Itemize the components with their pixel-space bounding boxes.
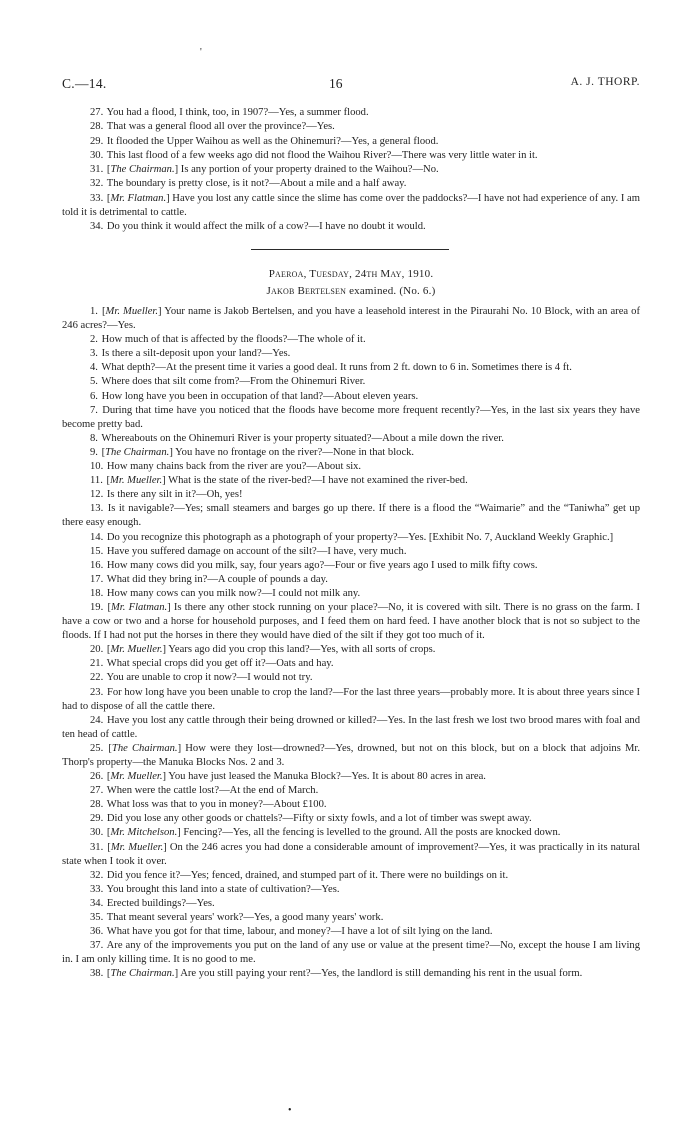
testimony-text: ] You have no frontage on the river?—None in that block.	[169, 446, 415, 458]
testimony-text: What loss was that to you in money?—About £100.	[106, 799, 327, 811]
testimony-text: ] Fencing?—Yes, all the fencing is levelled to the ground. All the posts are knocked down.	[177, 827, 561, 839]
testimony-paragraph	[62, 671, 640, 685]
testimony-text: Do you think it would affect the milk of a cow?—I have no doubt it would.	[106, 221, 426, 233]
testimony-paragraph	[62, 883, 640, 897]
testimony-block-2	[62, 305, 640, 982]
speaker-name: Mr. Mueller.	[105, 306, 159, 317]
question-number: 28.	[90, 121, 104, 133]
question-number: 14.	[90, 531, 104, 543]
testimony-text: ] Is there any other stock running on your place?—No, it is covered with silt. There is no grass on the farm. I have a cow or two and a horse for household purposes, and I feed them on hard feed. I have another block that is not so subject to the floods. If I had not put the horses in there they would have died of the silt if they got too much of it.	[62, 601, 640, 642]
question-number: 32.	[90, 178, 104, 190]
testimony-text: That was a general flood all over the province?—Yes.	[106, 121, 335, 133]
question-number: 31.	[90, 164, 104, 176]
section-divider	[251, 249, 449, 250]
question-number: 15.	[90, 545, 104, 557]
testimony-text: ] Is any portion of your property drained to the Waihou?—No.	[174, 164, 439, 176]
question-number: 36.	[90, 926, 104, 938]
question-number: 31.	[90, 841, 104, 853]
speaker-name: Mr. Mueller.	[110, 644, 163, 656]
testimony-paragraph	[62, 573, 640, 587]
speaker-name: The Chairman.	[111, 742, 178, 754]
testimony-paragraph	[62, 784, 640, 798]
witness-examined: examined. (No. 6.)	[349, 285, 436, 297]
testimony-paragraph	[62, 657, 640, 671]
question-number: 32.	[90, 869, 104, 881]
question-number: 3.	[90, 348, 98, 360]
testimony-text: Is it navigable?—Yes; small steamers and barges go up there. If there is a flood the “Waimarie” and the “Taniwha” get up there easy enough.	[62, 503, 640, 529]
testimony-paragraph: 11. [Mr. Mueller.] What is the state of the river-bed?—I have not examined the river-bed.	[90, 475, 468, 487]
testimony-paragraph	[62, 347, 640, 361]
question-number: 28.	[90, 799, 104, 811]
testimony-paragraph	[62, 686, 640, 714]
question-number: 24.	[90, 714, 104, 726]
testimony-text: Have you lost any cattle through their being drowned or killed?—Yes. In the last fresh we lost two brood mares with foal and ten head of cattle.	[62, 714, 640, 740]
speaker-name: Mr. Mueller.	[110, 841, 164, 853]
speaker-name: Mr. Flatman.	[110, 601, 168, 613]
testimony-paragraph	[62, 798, 640, 812]
testimony-paragraph	[62, 869, 640, 883]
testimony-paragraph: 25. [The Chairman.] How were they lost—drowned?—Yes, drowned, but not on this block, but on a block that adjoins Mr. Thorp's property—the Manuka Blocks Nos. 2 and 3.	[62, 742, 640, 768]
question-number: 13.	[90, 503, 104, 515]
question-number: 29.	[90, 135, 104, 147]
header-section-code: C.—14.	[62, 76, 107, 91]
testimony-paragraph	[62, 925, 640, 939]
question-number: 26.	[90, 771, 104, 783]
question-number: 33.	[90, 883, 104, 895]
testimony-text: ] How were they lost—drowned?—Yes, drowned, but not on this block, but on a block that adjoins Mr. Thorp's property—the Manuka Blocks Nos. 2 and 3.	[62, 742, 640, 768]
question-number: 18.	[90, 587, 104, 599]
testimony-paragraph	[62, 120, 640, 134]
testimony-paragraph: 1. [Mr. Mueller.] Your name is Jakob Bertelsen, and you have a leasehold interest in the Piraurahi No. 10 Block, with an area of 246 acres?—Yes.	[62, 306, 640, 332]
question-number: 35.	[90, 912, 104, 924]
testimony-text: What have you got for that time, labour, and money?—I have a lot of silt lying on the land.	[106, 926, 493, 938]
speaker-name: Mr. Flatman.	[110, 192, 167, 204]
question-number: 29.	[90, 813, 104, 825]
testimony-text: That meant several years' work?—Yes, a good many years' work.	[106, 912, 384, 924]
witness-name: Jakob Bertelsen	[266, 285, 347, 297]
testimony-paragraph	[62, 531, 640, 545]
speaker-name: The Chairman.	[105, 446, 170, 458]
witness-heading	[62, 285, 640, 297]
testimony-text: How long have you been in occupation of that land?—About eleven years.	[101, 390, 419, 402]
header-witness: A. J. THORP.	[570, 76, 640, 88]
testimony-paragraph	[62, 897, 640, 911]
speaker-name: The Chairman.	[110, 968, 175, 980]
testimony-paragraph	[62, 375, 640, 389]
testimony-text: When were the cattle lost?—At the end of March.	[106, 785, 319, 797]
testimony-paragraph	[62, 106, 640, 120]
testimony-paragraph: 30. [Mr. Mitchelson.] Fencing?—Yes, all the fencing is levelled to the ground. All the posts are knocked down.	[90, 827, 561, 839]
testimony-text: Did you fence it?—Yes; fenced, drained, and stumped part of it. There were no buildings on it.	[106, 869, 509, 881]
question-number: 23.	[90, 686, 104, 698]
speaker-name: Mr. Mueller.	[110, 771, 163, 783]
testimony-text: During that time have you noticed that the floods have become more frequent recently?—Yes, in the last six years they have become pretty bad.	[62, 404, 640, 430]
section-place-date: Paeroa, Tuesday, 24th May, 1910.	[268, 268, 434, 280]
testimony-text: You are unable to crop it now?—I would not try.	[106, 672, 313, 684]
testimony-text: It flooded the Upper Waihou as well as the Ohinemuri?—Yes, a general flood.	[106, 135, 439, 147]
testimony-paragraph	[62, 333, 640, 347]
question-number: 5.	[90, 376, 98, 388]
testimony-paragraph: 31. [Mr. Mueller.] On the 246 acres you had done a considerable amount of improvement?—Yes, it was practically in its natural state when I took it over.	[62, 841, 641, 867]
testimony-paragraph	[62, 149, 640, 163]
testimony-text: For how long have you been unable to crop the land?—For the last three years—probably more. It is about three years since I had to dispose of all the cattle there.	[62, 686, 640, 712]
testimony-paragraph	[62, 220, 640, 234]
speaker-name: Mr. Mitchelson.	[110, 827, 178, 839]
question-number: 17.	[90, 573, 104, 585]
question-number: 8.	[90, 432, 98, 444]
question-number: 9.	[90, 446, 98, 458]
testimony-paragraph: 26. [Mr. Mueller.] You have just leased the Manuka Block?—Yes. It is about 80 acres in area.	[90, 771, 486, 783]
testimony-paragraph: 19. [Mr. Flatman.] Is there any other stock running on your place?—No, it is covered with silt. There is no grass on the farm. I have a cow or two and a horse for household purposes, and I feed them on hard feed. I have another block that is not so subject to the floods. If I had not put the horses in there they would have died of the silt if they got too much of it.	[62, 601, 640, 642]
question-number: 10.	[90, 461, 104, 473]
testimony-text: Erected buildings?—Yes.	[106, 897, 215, 909]
testimony-text: Have you suffered damage on account of the silt?—I have, very much.	[106, 545, 407, 557]
testimony-text: Are any of the improvements you put on the land of any use or value at the present time?—No, except the house I am living in. I am only killing time. It is no good to me.	[62, 940, 640, 966]
question-number: 30.	[90, 149, 104, 161]
testimony-paragraph	[62, 460, 640, 474]
testimony-paragraph	[62, 135, 640, 149]
question-number: 34.	[90, 221, 104, 233]
testimony-paragraph	[62, 502, 640, 530]
page-header	[62, 76, 640, 94]
question-number: 21.	[90, 658, 104, 670]
testimony-text: ] You have just leased the Manuka Block?—Yes. It is about 80 acres in area.	[162, 771, 486, 783]
question-number: 27.	[90, 107, 104, 118]
testimony-text: Is there a silt-deposit upon your land?—Yes.	[101, 348, 291, 360]
question-number: 19.	[90, 601, 104, 613]
testimony-text: You had a flood, I think, too, in 1907?—Yes, a summer flood.	[106, 107, 369, 118]
testimony-paragraph	[62, 361, 640, 375]
testimony-paragraph	[62, 911, 640, 925]
testimony-text: How many cows did you milk, say, four years ago?—Four or five years ago I used to milk fifty cows.	[106, 559, 538, 571]
testimony-text: Whereabouts on the Ohinemuri River is your property situated?—About a mile down the river.	[101, 432, 504, 444]
question-number: 22.	[90, 672, 104, 684]
testimony-paragraph: 38. [The Chairman.] Are you still paying your rent?—Yes, the landlord is still demanding his rent in the usual form.	[90, 968, 583, 980]
testimony-text: ] Years ago did you crop this land?—Yes, with all sorts of crops.	[162, 644, 436, 656]
testimony-paragraph	[62, 559, 640, 573]
testimony-paragraph	[62, 939, 640, 967]
speaker-name: The Chairman.	[110, 164, 175, 176]
testimony-text: What depth?—At the present time it varies a good deal. It runs from 2 ft. down to 6 in. Sometimes there is 4 ft.	[101, 362, 572, 374]
testimony-paragraph	[62, 488, 640, 502]
page-number: 16	[329, 76, 343, 91]
testimony-paragraph	[62, 545, 640, 559]
question-number: 7.	[90, 404, 98, 416]
question-number: 12.	[90, 489, 104, 501]
testimony-paragraph	[62, 714, 640, 742]
question-number: 30.	[90, 827, 104, 839]
testimony-paragraph: 20. [Mr. Mueller.] Years ago did you crop this land?—Yes, with all sorts of crops.	[90, 644, 436, 656]
question-number: 20.	[90, 644, 104, 656]
testimony-block-1	[62, 106, 640, 235]
testimony-paragraph	[62, 177, 640, 191]
testimony-text: What did they bring in?—A couple of pounds a day.	[106, 573, 328, 585]
testimony-paragraph	[62, 587, 640, 601]
testimony-text: Did you lose any other goods or chattels?—Fifty or sixty fowls, and a lot of timber was swept away.	[106, 813, 532, 825]
testimony-paragraph	[62, 812, 640, 826]
testimony-text: The boundary is pretty close, is it not?—About a mile and a half away.	[106, 178, 407, 190]
page-mark-top: '	[200, 47, 202, 58]
question-number: 38.	[90, 968, 104, 980]
question-number: 11.	[90, 475, 103, 487]
testimony-text: You brought this land into a state of cultivation?—Yes.	[106, 883, 340, 895]
testimony-paragraph	[62, 432, 640, 446]
testimony-text: Where does that silt come from?—From the Ohinemuri River.	[101, 376, 366, 388]
testimony-paragraph: 33. [Mr. Flatman.] Have you lost any cattle since the slime has come over the paddocks?—I have not had experience of any. I am told it is detrimental to cattle.	[62, 192, 640, 219]
testimony-text: ] Your name is Jakob Bertelsen, and you have a leasehold interest in the Piraurahi No. 10 Block, with an area of 246 acres?—Yes.	[62, 306, 640, 332]
question-number: 1.	[90, 306, 98, 317]
question-number: 25.	[90, 742, 104, 754]
testimony-text: Is there any silt in it?—Oh, yes!	[106, 489, 243, 501]
testimony-text: How much of that is affected by the floods?—The whole of it.	[101, 334, 366, 346]
page-mark-bottom: •	[288, 1105, 292, 1116]
question-number: 16.	[90, 559, 104, 571]
testimony-text: What special crops did you get off it?—Oats and hay.	[106, 658, 334, 670]
question-number: 2.	[90, 334, 98, 346]
testimony-text: ] On the 246 acres you had done a considerable amount of improvement?—Yes, it was practically in its natural state when I took it over.	[62, 841, 641, 867]
testimony-text: Do you recognize this photograph as a photograph of your property?—Yes. [Exhibit No. 7, Auckland Weekly Graphic.]	[106, 531, 614, 543]
testimony-text: ] Have you lost any cattle since the slime has come over the paddocks?—I have not had experience of any. I am told it is detrimental to cattle.	[62, 192, 640, 219]
question-number: 4.	[90, 362, 98, 374]
question-number: 37.	[90, 940, 104, 952]
question-number: 27.	[90, 785, 104, 797]
question-number: 6.	[90, 390, 98, 402]
testimony-text: ] Are you still paying your rent?—Yes, the landlord is still demanding his rent in the usual form.	[174, 968, 583, 980]
testimony-paragraph	[62, 390, 640, 404]
testimony-paragraph: 9. [The Chairman.] You have no frontage on the river?—None in that block.	[90, 446, 415, 458]
speaker-name: Mr. Mueller.	[110, 475, 163, 487]
testimony-text: How many chains back from the river are you?—About six.	[106, 461, 362, 473]
testimony-text: ] What is the state of the river-bed?—I have not examined the river-bed.	[162, 475, 468, 487]
testimony-text: How many cows can you milk now?—I could not milk any.	[106, 587, 361, 599]
question-number: 33.	[90, 192, 104, 204]
testimony-paragraph	[62, 404, 640, 432]
testimony-paragraph: 31. [The Chairman.] Is any portion of your property drained to the Waihou?—No.	[90, 164, 439, 176]
question-number: 34.	[90, 897, 104, 909]
testimony-text: This last flood of a few weeks ago did not flood the Waihou River?—There was very little water in it.	[106, 149, 538, 161]
